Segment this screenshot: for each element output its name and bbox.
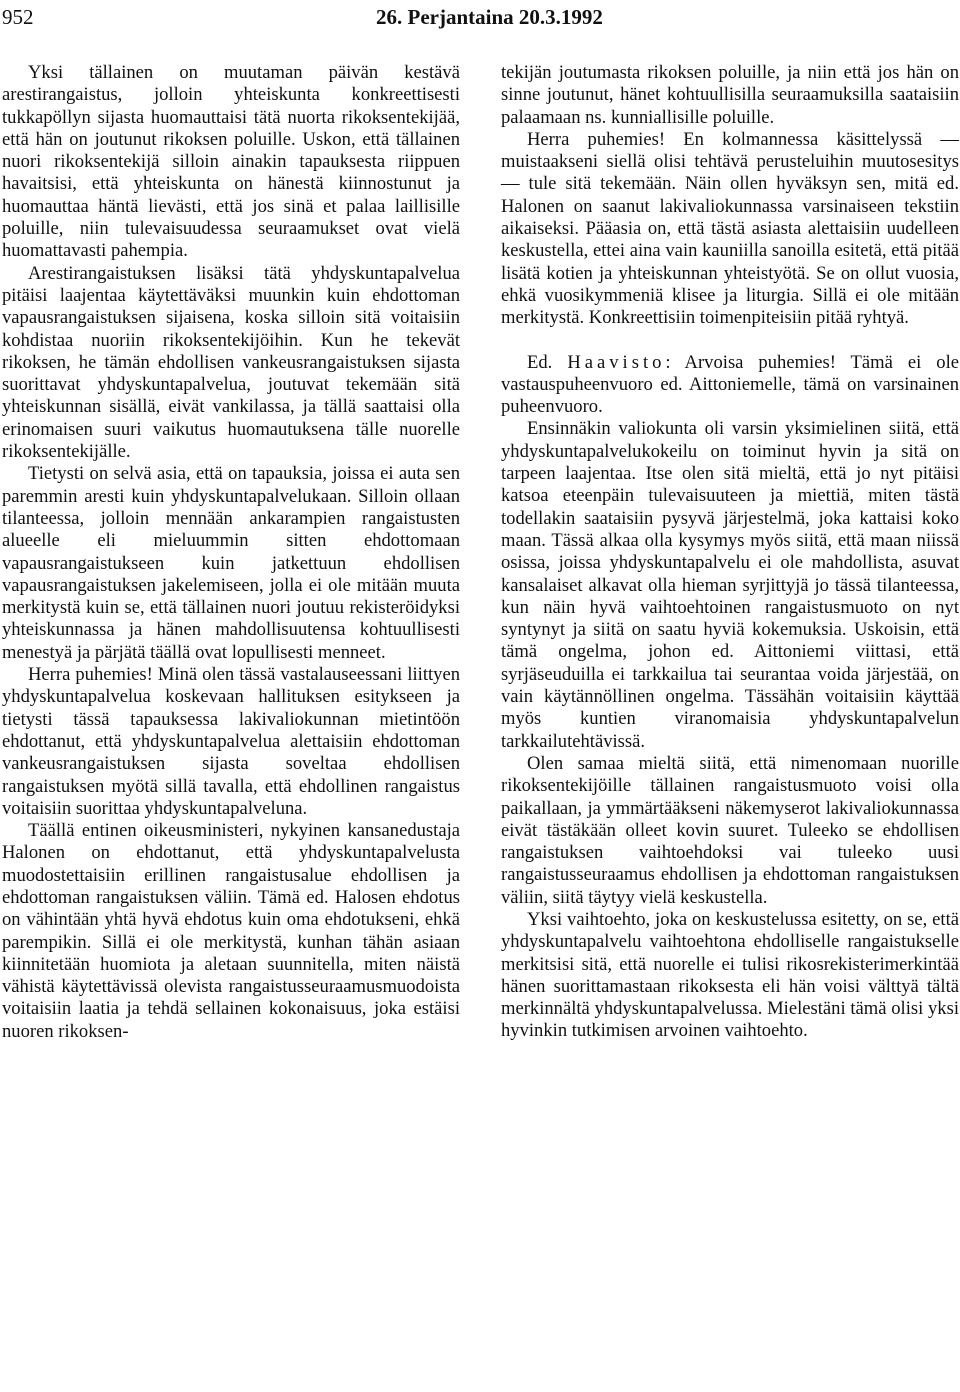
paragraph: Arestirangaistuksen lisäksi tätä yhdyskuntapalvelua pitäisi laajentaa käytettäväksi muunkin kuin ehdottoman vapausrangaistuksen sijaisena, koska silloin sitä voitaisiin kohdistaa nuoriin rikoksentekijöihin. Kun he tekevät rikoksen, he tämän ehdollisen vankeusrangaistuksen sijasta suorittavat yhdyskuntapalvelua, joutuvat tekemään sitä yhteiskunnan sisällä, eivät vankilassa, ja tällä saattaisi olla erinomaisen suuri vaikutus huomautuksena tälle nuorelle rikoksentekijälle. [2,262,460,463]
paragraph: Ensinnäkin valiokunta oli varsin yksimielinen siitä, että yhdyskuntapalvelukokeilu on toiminut hyvin ja sitä on tarpeen laajentaa. Itse olen sitä mieltä, että jo nyt pitäisi katsoa eteenpäin tulevaisuuteen ja miettiä, miten tästä todellakin saataisiin pysyvä järjestelmä, joka kattaisi koko maan. Tässä alkaa olla kysymys myös siitä, että maan niissä osissa, joissa yhdyskuntapalvelu ei ole mahdollista, asuvat kansalaiset alkavat olla hieman syrjittyjä jo tässä tilanteessa, kun näin hyvä vaihtoehtoinen rangaistusmuoto on nyt syntynyt ja siitä on saatu hyviä kokemuksia. Uskoisin, että tämä ongelma, johon ed. Aittoniemi viittasi, että syrjäseuduilla ei tarkkailua tai seurantaa voida järjestää, on vain käytännöllinen ongelma. Tässähän voitaisiin käyttää myös kuntien viranomaisia yhdyskuntapalvelun tarkkailutehtävissä. [501,418,959,752]
speaker-paragraph [501,352,959,419]
speaker-prefix: Ed. [527,351,568,373]
speaker-text: : Arvoisa puhemies! Tämä ei ole vastauspuheenvuoro ed. Aittoniemelle, tämä on varsinainen puheenvuoro. [501,351,960,418]
paragraph: Yksi vaihtoehto, joka on keskustelussa esitetty, on se, että yhdyskuntapalvelu vaihtoehtona ehdolliselle rangaistukselle merkitsisi sitä, että nuorelle ei tulisi rikosrekisterimerkintää hänen suorittamastaan rikoksesta eli hän voisi välttyä tältä merkinnältä yhdyskuntapalvelussa. Mielestäni tämä olisi yksi hyvinkin tutkimisen arvoinen vaihtoehto. [501,908,959,1042]
left-column [2,62,460,1043]
right-column [501,62,959,1043]
speaker-name: Haavisto [567,351,666,373]
running-head: 26. Perjantaina 20.3.1992 [376,5,603,29]
paragraph: Täällä entinen oikeusministeri, nykyinen kansanedustaja Halonen on ehdottanut, että yhdyskuntapalvelusta muodostettaisiin erillinen rangaistusalue ehdollisen ja ehdottoman rangaistuksen väliin. Tämä ed. Halosen ehdotus on vähintään yhtä hyvä ehdotus kuin oma ehdotukseni, ehkä parempikin. Sillä ei ole merkitystä, kunhan tähän asiaan kiinnitetään huomiota ja aletaan suunnitella, miten näistä vähistä käytettävissä olevista rangaistusseuraamusmuodoista voitaisiin laatia ja tehdä sellainen kokonaisuus, joka estäisi nuoren rikoksen- [2,820,460,1042]
paragraph: Olen samaa mieltä siitä, että nimenomaan nuorille rikoksentekijöille tällainen rangaistusmuoto voisi olla paikallaan, ja ymmärtääkseni näkemyserot lakivaliokunnassa eivät tästäkään olleet kovin suuret. Tuleeko se ehdollisen rangaistuksen vaihtoehdoksi vai tuleeko uusi rangaistusseuraamus ehdollisen ja ehdottoman rangaistuksen väliin, siitä täytyy vielä keskustella. [501,752,959,908]
paragraph: Tietysti on selvä asia, että on tapauksia, joissa ei auta sen paremmin aresti kuin yhdyskuntapalvelukaan. Silloin ollaan tilanteessa, jolloin mennään ankarampien rangaistusten alueelle eli mieluummin sitten ehdottomaan vapausrangaistukseen kuin jatkettuun ehdollisen vapausrangaistuksen jakelemiseen, jolla ei ole mitään muuta merkitystä kuin se, että tällainen nuori joutuu rekisteröidyksi yhteiskunnassa ja hänen mahdollisuutensa kohtuullisesti menestyä ja pärjätä täällä ovat lopullisesti menneet. [2,463,460,663]
page-header [0,4,960,34]
paragraph: Herra puhemies! Minä olen tässä vastalauseessani liittyen yhdyskuntapalvelua koskevaan hallituksen esitykseen ja tietysti tässä tapauksessa lakivaliokunnan mietintöön ehdottanut, että yhdyskuntapalvelua alettaisiin ehdottoman vankeusrangaistuksen sijasta soveltaa ehdollisen rangaistuksen myötä sillä tavalla, että ehdollinen rangaistus voitaisiin suorittaa yhdyskuntapalveluna. [2,664,460,819]
page-number: 952 [2,5,34,29]
paragraph: Yksi tällainen on muutaman päivän kestävä arestirangaistus, jolloin yhteiskunta konkreettisesti tukkapöllyn sijasta huomauttaisi tätä nuorta rikoksentekijää, että hän on joutunut rikoksen poluille. Uskon, että tällainen nuori rikoksentekijä silloin ainakin tapauksesta riippuen havaitsisi, että yhteiskunta on hänestä kiinnostunut ja huomauttaa häntä lievästi, että jos sinä et palaa laillisille poluille, niin tulevaisuudessa seuraamukset ovat vielä huomattavasti pahempia. [2,62,460,262]
paragraph-continued: tekijän joutumasta rikoksen poluille, ja niin että jos hän on sinne joutunut, hänet kohtuullisilla seuraamuksilla saataisiin palaamaan ns. kunniallisille poluille. [501,62,959,128]
paragraph: Herra puhemies! En kolmannessa käsittelyssä — muistaakseni siellä olisi tehtävä perusteluihin muutosesitys — tule sitä tekemään. Näin ollen hyväksyn sen, mitä ed. Halonen on saanut lakivaliokunnassa varsinaiseen tekstiin aikaiseksi. Pääasia on, että tästä asiasta alettaisiin uudelleen keskustella, ettei aina vain kauniilla sanoilla esitetä, että pitää lisätä kotien ja yhteiskunnan yhteistyötä. Se on ollut vuosia, ehkä vuosikymmeniä klisee ja liturgia. Sillä ei ole mitään merkitystä. Konkreettisiin toimenpiteisiin pitää ryhtyä. [501,128,959,329]
